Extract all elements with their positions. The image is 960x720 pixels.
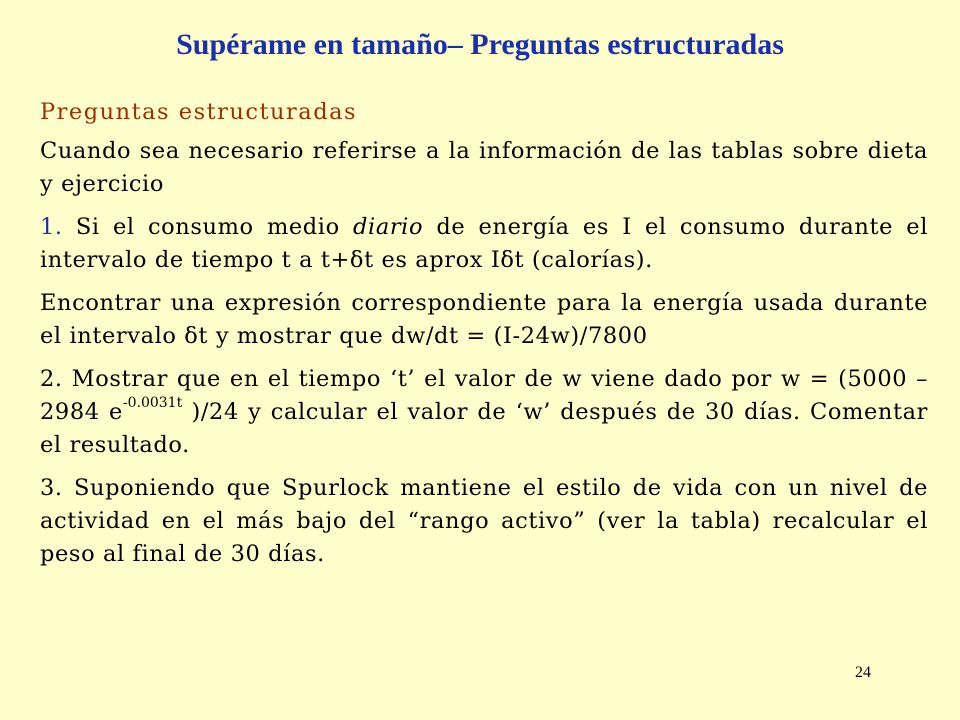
question-1-text-b: de energía es I el consumo durante el intervalo de tiempo t a t+δt es aprox Iδt (calorías). (40, 214, 928, 273)
slide-content (40, 96, 928, 581)
question-1-text-a: Si el consumo medio (62, 214, 354, 240)
intro-paragraph: Cuando sea necesario referirse a la información de las tablas sobre dieta y ejercicio (40, 138, 928, 197)
page-number: 24 (855, 664, 871, 681)
question-2-text-b: )/24 y calcular el valor de ‘w’ después de 30 días. Comentar el resultado. (40, 399, 928, 458)
slide-title: Supérame en tamaño– Preguntas estructuradas (176, 28, 784, 61)
question-2-text-a: 2. Mostrar que en el tiempo ‘t’ el valor de w viene dado por w = (5000 – 2984 e (40, 366, 928, 425)
question-1-followup: Encontrar una expresión correspondiente para la energía usada durante el intervalo δt y mostrar que dw/dt = (I-24w)/7800 (40, 290, 928, 349)
question-1-italic-word: diario (353, 214, 424, 240)
question-2 (40, 363, 928, 462)
section-heading: Preguntas estructuradas (40, 99, 358, 125)
question-1-number: 1. (40, 214, 63, 240)
question-1 (40, 211, 928, 277)
question-2-exponent: -0.0031t (122, 395, 183, 411)
question-3: 3. Suponiendo que Spurlock mantiene el estilo de vida con un nivel de actividad en el más bajo del “rango activo” (ver la tabla) recalcular el peso al final de 30 días. (40, 475, 928, 567)
